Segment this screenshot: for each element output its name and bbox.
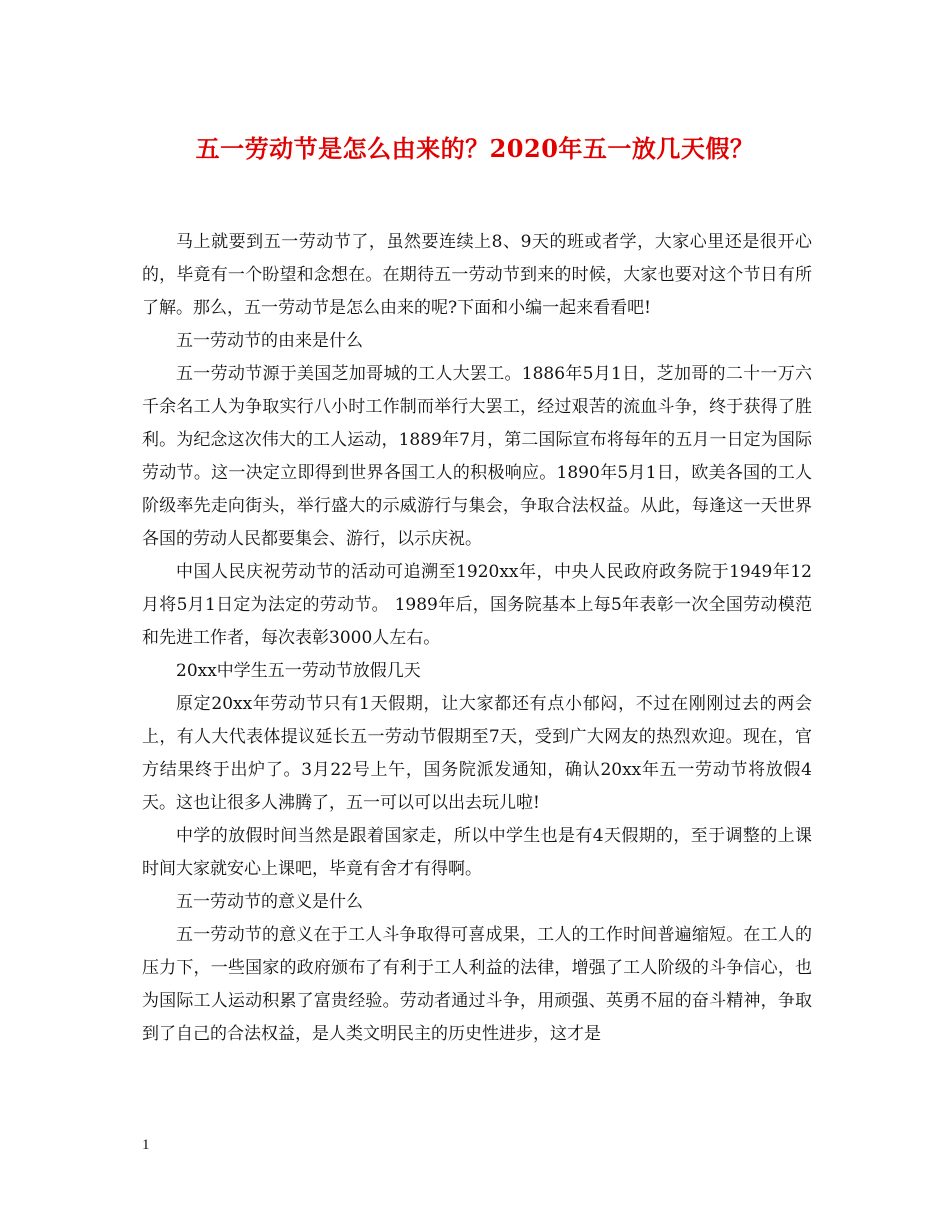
paragraph-holiday: 原定20xx年劳动节只有1天假期，让大家都还有点小郁闷，不过在刚刚过去的两会上，有人大代表体提议延长五一劳动节假期至7天，受到广大网友的热烈欢迎。现在，官方结果终于出炉了。3月22号上午，国务院派发通知，确认20xx年五一劳动节将放假4天。这也让很多人沸腾了，五一可以可以出去玩儿啦! xyxy=(142,694,812,813)
paragraph-students: 中学的放假时间当然是跟着国家走，所以中学生也是有4天假期的，至于调整的上课时间大家就安心上课吧，毕竟有舍才有得啊。 xyxy=(142,826,812,879)
section-heading-origin: 五一劳动节的由来是什么 xyxy=(176,331,363,351)
document-title: 五一劳动节是怎么由来的？2020年五一放几天假？ xyxy=(195,134,755,163)
paragraph-intro: 马上就要到五一劳动节了，虽然要连续上8、9天的班或者学，大家心里还是很开心的，毕竟有一个盼望和念想在。在期待五一劳动节到来的时候，大家也要对这个节日有所了解。那么，五一劳动节是怎么由来的呢?下面和小编一起来看看吧! xyxy=(142,232,812,318)
section-heading-holiday: 20xx中学生五一劳动节放假几天 xyxy=(176,661,421,681)
page-number: 1 xyxy=(142,1137,150,1153)
paragraph-origin: 五一劳动节源于美国芝加哥城的工人大罢工。1886年5月1日，芝加哥的二十一万六千余名工人为争取实行八小时工作制而举行大罢工，经过艰苦的流血斗争，终于获得了胜利。为纪念这次伟大的工人运动，1889年7月，第二国际宣布将每年的五月一日定为国际劳动节。这一决定立即得到世界各国工人的积极响应。1890年5月1日，欧美各国的工人阶级率先走向街头，举行盛大的示威游行与集会，争取合法权益。从此，每逢这一天世界各国的劳动人民都要集会、游行，以示庆祝。 xyxy=(142,364,812,549)
paragraph-china-history: 中国人民庆祝劳动节的活动可追溯至1920xx年，中央人民政府政务院于1949年12月将5月1日定为法定的劳动节。 1989年后，国务院基本上每5年表彰一次全国劳动模范和先进工作者，每次表彰3000人左右。 xyxy=(142,562,812,648)
document-body xyxy=(142,226,812,1051)
section-heading-meaning: 五一劳动节的意义是什么 xyxy=(176,892,363,912)
paragraph-meaning: 五一劳动节的意义在于工人斗争取得可喜成果，工人的工作时间普遍缩短。在工人的压力下，一些国家的政府颁布了有利于工人利益的法律，增强了工人阶级的斗争信心，也为国际工人运动积累了富贵经验。劳动者通过斗争，用顽强、英勇不屈的奋斗精神，争取到了自己的合法权益，是人类文明民主的历史性进步，这才是 xyxy=(142,925,812,1044)
